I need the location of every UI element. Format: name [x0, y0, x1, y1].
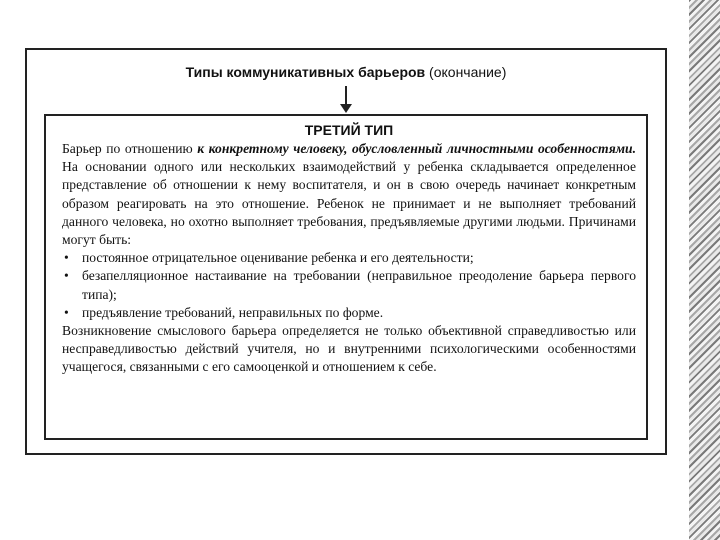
list-item: [62, 249, 636, 267]
conclusion-paragraph: Возникновение смыслового барьера определяется не только объективной справедливостью или несправедливостью действий учителя, но и внутренними психологическими особенностями учащегося, связанными с его самооценкой и отношением к себе.: [62, 323, 636, 375]
figure-title-main: Типы коммуникативных барьеров: [185, 64, 426, 80]
causes-list: [62, 249, 636, 322]
box-heading: ТРЕТИЙ ТИП: [304, 122, 394, 138]
intro-emphasis: к конкретному человеку, обусловленный личностными особенностями.: [197, 141, 636, 156]
down-arrow-line: [345, 86, 347, 106]
intro-text-1: Барьер по отношению: [62, 141, 198, 156]
bullet-icon: •: [64, 304, 69, 320]
list-item-text: постоянное отрицательное оценивание ребенка и его деятельности;: [82, 250, 474, 266]
intro-paragraph: [62, 140, 636, 249]
list-item: [62, 304, 636, 322]
intro-text-2: На основании одного или нескольких взаимодействий у ребенка складывается определенное представление об отношении к нему воспитателя, и он в свою очередь начинает конкретным образом реагировать на это отношение. Ребенок не принимает и не выполняет требований данного человека, но охотно выполняет требования, предъявляемые другими людьми. Причинами могут быть:: [62, 159, 636, 248]
figure-title-sub: (окончание): [429, 64, 507, 80]
figure-frame: [25, 48, 667, 455]
down-arrow-icon: [340, 104, 352, 113]
list-item-text: предъявление требований, неправильных по форме.: [82, 304, 384, 320]
bullet-icon: •: [64, 250, 69, 266]
decorative-torn-edge: [684, 0, 720, 540]
list-item-text: безапелляционное настаивание на требовании (неправильное преодоление барьера первого типа);: [82, 268, 636, 302]
bullet-icon: •: [64, 268, 69, 284]
third-type-box: [44, 114, 648, 440]
figure-title: [27, 64, 665, 80]
list-item: [62, 267, 636, 303]
